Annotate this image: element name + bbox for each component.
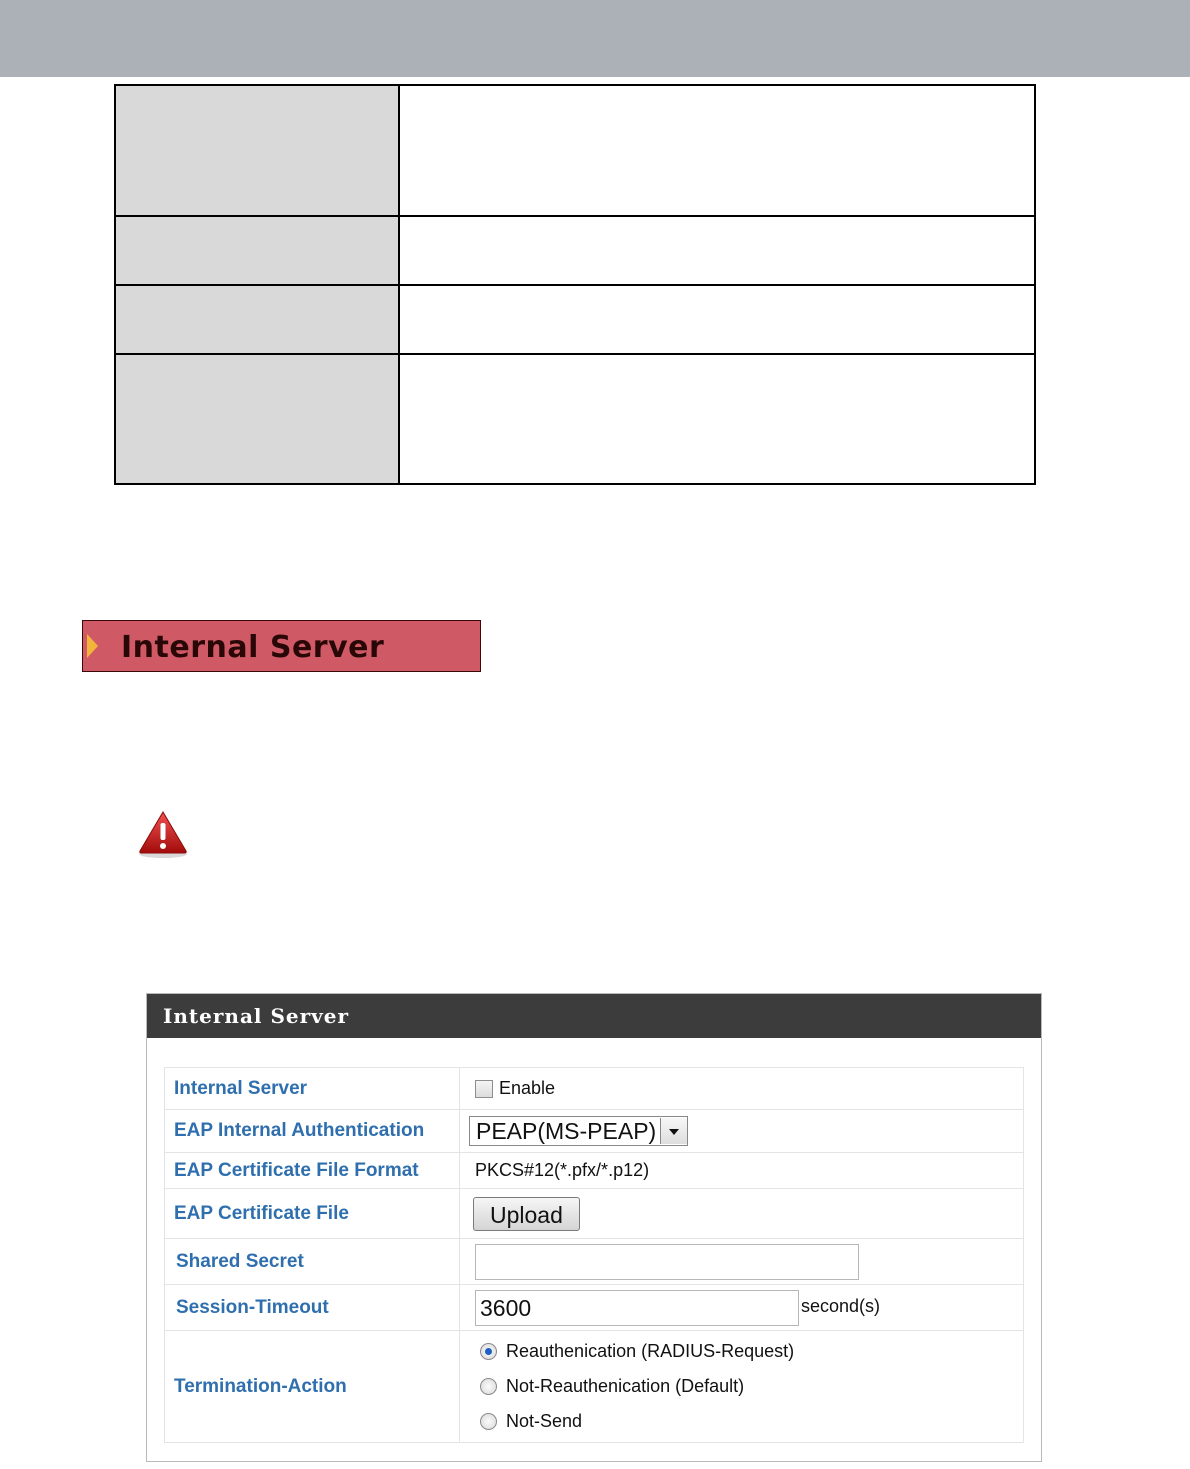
eap-auth-select[interactable] (469, 1116, 688, 1146)
session-timeout-input[interactable]: 3600 (475, 1290, 799, 1326)
termination-option[interactable] (480, 1369, 1023, 1404)
cert-format-value: PKCS#12(*.pfx/*.p12) (460, 1153, 1024, 1189)
table-row (165, 1239, 1024, 1285)
table-label-cell (115, 216, 399, 285)
table-row (165, 1153, 1024, 1189)
not-reauth-radio[interactable] (480, 1378, 497, 1395)
upload-button[interactable]: Upload (473, 1197, 580, 1231)
reauth-radio-label: Reauthenication (RADIUS-Request) (506, 1341, 795, 1361)
eap-auth-selected-value: PEAP(MS-PEAP) (476, 1117, 657, 1144)
chevron-down-icon[interactable] (660, 1118, 687, 1144)
description-table (114, 84, 1036, 485)
internal-server-label: Internal Server (165, 1068, 460, 1110)
section-banner (82, 620, 481, 672)
termination-action-label: Termination-Action (165, 1331, 460, 1443)
termination-option[interactable] (480, 1404, 1023, 1439)
not-reauth-radio-label: Not-Reauthenication (Default) (506, 1376, 745, 1396)
settings-table (164, 1067, 1024, 1443)
reauth-radio[interactable] (480, 1343, 497, 1360)
chevron-right-icon (87, 634, 98, 658)
table-label-cell (115, 354, 399, 484)
table-label-cell (115, 85, 399, 216)
shared-secret-input[interactable] (475, 1244, 859, 1280)
termination-option[interactable] (480, 1334, 1023, 1369)
cert-format-label: EAP Certificate File Format (165, 1153, 460, 1189)
panel-title: Internal Server (163, 1004, 350, 1028)
table-label-cell (115, 285, 399, 354)
table-row (165, 1285, 1024, 1331)
table-description-cell (399, 285, 1035, 354)
not-send-radio-label: Not-Send (506, 1411, 583, 1431)
panel-header (147, 994, 1041, 1038)
eap-auth-label: EAP Internal Authentication (165, 1110, 460, 1153)
table-row (165, 1189, 1024, 1239)
session-timeout-label: Session-Timeout (165, 1285, 460, 1331)
table-description-cell (399, 85, 1035, 216)
enable-checkbox-label: Enable (499, 1078, 556, 1098)
cert-file-label: EAP Certificate File (165, 1189, 460, 1239)
page-header-bar (0, 0, 1190, 77)
not-send-radio[interactable] (480, 1413, 497, 1430)
warning-triangle-icon (137, 809, 189, 859)
shared-secret-label: Shared Secret (165, 1239, 460, 1285)
internal-server-panel (146, 993, 1042, 1462)
table-row (165, 1110, 1024, 1153)
enable-checkbox[interactable] (475, 1080, 493, 1098)
table-description-cell (399, 216, 1035, 285)
table-row (165, 1068, 1024, 1110)
session-timeout-unit: second(s) (801, 1296, 881, 1317)
table-description-cell (399, 354, 1035, 484)
section-banner-title: Internal Server (121, 630, 385, 665)
table-row (165, 1331, 1024, 1443)
